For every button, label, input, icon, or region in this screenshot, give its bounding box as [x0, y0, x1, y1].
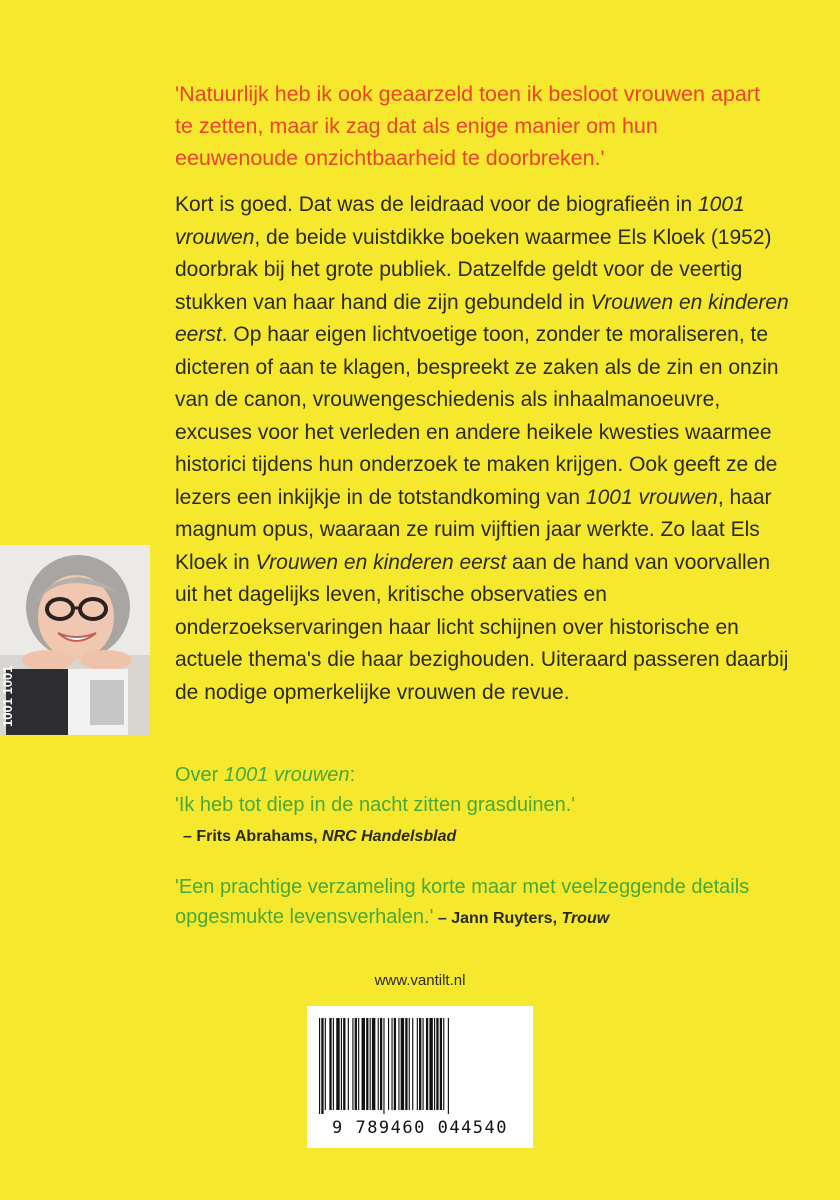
review-quote-text: 'Een prachtige verzameling korte maar met veelzeggende details opgesmukte levensverhalen.' — [175, 876, 750, 928]
barcode-bar — [423, 1018, 424, 1110]
barcode-bar — [325, 1018, 326, 1110]
blurb-segment: , de beide vuistdikke boeken waarmee Els Kloek (1952) doorbrak bij het grote publiek. Datzelfde geldt voor de veertig stukken van haar hand die zijn gebundeld in — [175, 225, 772, 314]
barcode-bar — [319, 1018, 320, 1114]
review-trouw — [175, 872, 795, 934]
barcode-bar — [417, 1018, 418, 1110]
barcode-bar — [429, 1018, 432, 1110]
review-quote-trouw — [175, 872, 795, 934]
review-source: Trouw — [561, 910, 610, 927]
barcode-bar — [419, 1018, 421, 1110]
barcode-bar — [366, 1018, 368, 1110]
barcode-bar — [329, 1018, 331, 1110]
barcode-bar — [355, 1018, 357, 1110]
book-title-italic: Vrouwen en kinderen eerst — [255, 550, 507, 574]
book-title-italic: 1001 vrouwen — [175, 193, 745, 249]
barcode-bar — [341, 1018, 342, 1110]
author-portrait-illustration — [0, 545, 150, 735]
review-intro-text: Over — [175, 764, 224, 786]
barcode-bar — [378, 1018, 379, 1110]
review-intro-suffix: : — [349, 764, 356, 786]
blurb-paragraph — [175, 189, 795, 709]
review-attribution — [183, 824, 795, 850]
barcode-bar — [398, 1018, 399, 1110]
barcode-bar — [343, 1018, 345, 1110]
publisher-url[interactable]: www.vantilt.nl — [374, 972, 466, 989]
review-attribution-inline — [433, 910, 609, 927]
review-intro-title: 1001 vrouwen — [223, 764, 350, 786]
barcode-bar — [436, 1018, 438, 1110]
barcode-bar — [333, 1018, 334, 1110]
barcode-bar — [380, 1018, 382, 1110]
review-source: NRC Handelsblad — [322, 828, 457, 845]
review-author: – Jann Ruyters, — [433, 910, 562, 927]
barcode-bar — [394, 1018, 396, 1110]
book-spine-label: 1001 1001 — [0, 665, 15, 727]
barcode-bar — [372, 1018, 375, 1110]
author-photo — [0, 545, 150, 735]
barcode-bar — [443, 1018, 444, 1110]
blurb-segment: . Op haar eigen lichtvoetige toon, zonder te moraliseren, te dicteren of aan te klagen, bespreekt ze zaken als de zin en onzin van de canon, vrouwengeschiedenis als inhaalmanoeuvre, excuses voor het verleden en andere heikele kwesties waarmee historici tijdens hun onderzoek te maken krijgen. Ook geeft ze de lezers een inkijkje in de totstandkoming van — [175, 323, 779, 509]
review-nrc — [175, 760, 795, 850]
book-title-italic: 1001 vrouwen — [585, 485, 718, 509]
barcode-bar — [448, 1018, 449, 1114]
barcode-bar — [405, 1018, 407, 1110]
barcode-bar — [370, 1018, 371, 1110]
review-author: – Frits Abrahams, — [183, 828, 323, 845]
blurb-segment: Kort is goed. Dat was de leidraad voor de biografieën in — [175, 193, 698, 216]
barcode-bar — [336, 1018, 339, 1110]
book-title-italic: Vrouwen en kinderen eerst — [175, 290, 789, 346]
barcode-bar — [358, 1018, 359, 1110]
barcode-bar — [383, 1018, 384, 1114]
barcode-bar — [321, 1018, 323, 1114]
isbn-digits: 9 789460 044540 — [331, 1118, 509, 1138]
barcode-bar — [409, 1018, 410, 1110]
review-intro — [175, 760, 795, 790]
blurb-segment: aan de hand van voorvallen uit het dagelijks leven, kritische observaties en onderzoekservaringen haar licht schijnen over historische en actuele thema's die haar bezighouden. Uiteraard passeren daarbij de nodige opmerkelijke vrouwen de revue. — [175, 550, 789, 704]
barcode-bar — [391, 1018, 392, 1110]
barcode-bar — [412, 1018, 413, 1110]
blurb-text — [175, 189, 795, 709]
barcode-bars — [319, 1018, 521, 1114]
barcode-bar — [348, 1018, 349, 1110]
barcode-bar — [362, 1018, 365, 1110]
barcode-bar — [434, 1018, 435, 1110]
barcode-bar — [440, 1018, 442, 1110]
opening-quote: 'Natuurlijk heb ik ook geaarzeld toen ik besloot vrouwen apart te zetten, maar ik zag dat als enige manier om hun eeuwenoude onzichtbaarheid te doorbreken.' — [175, 82, 760, 170]
review-quote: 'Ik heb tot diep in de nacht zitten grasduinen.' — [175, 794, 576, 816]
barcode-bar — [388, 1018, 389, 1110]
blurb-segment: , haar magnum opus, waaraan ze ruim vijftien jaar werkte. Zo laat Els Kloek in — [175, 485, 772, 574]
isbn-barcode — [307, 1006, 533, 1148]
barcode-bar — [352, 1018, 353, 1110]
barcode-bar — [401, 1018, 404, 1110]
barcode-bar — [426, 1018, 428, 1110]
